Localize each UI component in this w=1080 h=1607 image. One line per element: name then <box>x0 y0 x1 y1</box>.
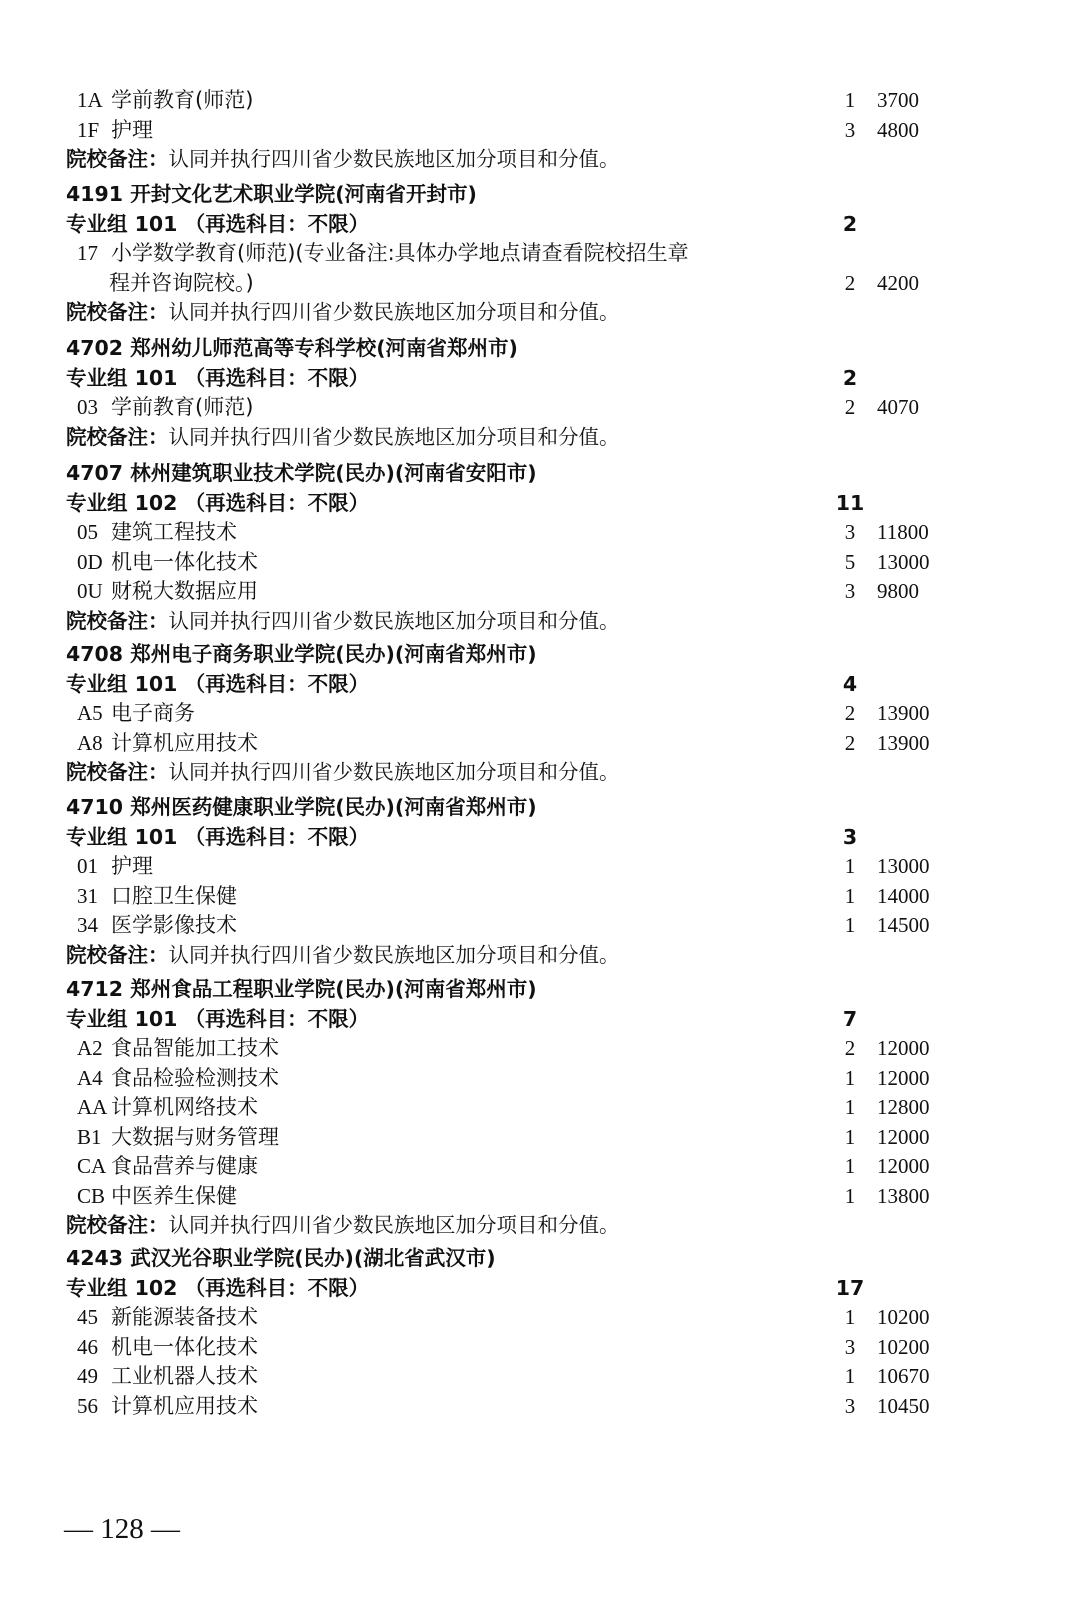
group-row <box>0 364 1080 394</box>
school-note-text: 认同并执行四川省少数民族地区加分项目和分值。 <box>168 147 620 171</box>
major-code: AA <box>77 1095 108 1119</box>
major-tuition: 13800 <box>877 1183 930 1208</box>
major-name: 新能源装备技术 <box>111 1305 258 1329</box>
school-note <box>66 1211 620 1240</box>
school-note-text: 认同并执行四川省少数民族地区加分项目和分值。 <box>168 608 620 633</box>
major-plan-count: 3 <box>844 579 856 603</box>
major-code: 31 <box>77 883 98 908</box>
major-tuition: 13900 <box>877 701 930 725</box>
group-title: 专业组 101 （再选科目：不限） <box>66 824 370 849</box>
major-code: 46 <box>77 1334 98 1359</box>
major-name: 学前教育(师范) <box>111 88 254 112</box>
major-name: 护理 <box>111 117 153 142</box>
group-row <box>0 823 1080 853</box>
major-row <box>0 1123 1080 1153</box>
major-name-continued: 程并咨询院校。) <box>109 270 254 295</box>
major-row <box>0 911 1080 941</box>
major-plan-count: 1 <box>844 883 856 908</box>
school-note <box>66 298 620 327</box>
major-plan-count: 1 <box>844 1124 856 1149</box>
major-plan-count: 2 <box>844 701 856 725</box>
major-plan-count: 1 <box>844 913 856 937</box>
major-tuition: 3700 <box>877 88 919 112</box>
group-row <box>0 489 1080 519</box>
major-plan-count: 1 <box>844 1065 856 1090</box>
major-code: 01 <box>77 854 98 878</box>
school-note-label: 院校备注： <box>66 300 169 324</box>
major-tuition: 4200 <box>877 270 919 295</box>
major-name: 食品营养与健康 <box>111 1154 258 1178</box>
school-title-row <box>0 793 1080 823</box>
major-code: 49 <box>77 1364 98 1388</box>
major-tuition: 10200 <box>877 1334 930 1359</box>
major-plan-count: 1 <box>844 1154 856 1178</box>
school-note-text: 认同并执行四川省少数民族地区加分项目和分值。 <box>168 942 620 967</box>
group-row <box>0 1005 1080 1035</box>
school-note-text: 认同并执行四川省少数民族地区加分项目和分值。 <box>168 760 620 784</box>
major-tuition: 12000 <box>877 1065 930 1090</box>
school-note <box>66 423 620 452</box>
group-title: 专业组 101 （再选科目：不限） <box>66 671 370 696</box>
group-row <box>0 1274 1080 1304</box>
group-plan-count: 4 <box>842 671 858 696</box>
major-tuition: 12800 <box>877 1095 930 1119</box>
school-note-row <box>0 423 1080 453</box>
major-code: 0D <box>77 549 103 574</box>
major-name: 食品智能加工技术 <box>111 1036 279 1060</box>
major-tuition: 14000 <box>877 883 930 908</box>
major-plan-count: 3 <box>844 117 856 142</box>
page-number: — 128 — <box>64 1513 180 1545</box>
major-row <box>0 1333 1080 1363</box>
major-row <box>0 393 1080 423</box>
school-title-row <box>0 180 1080 210</box>
school-note-row <box>0 145 1080 175</box>
major-tuition: 13000 <box>877 549 930 574</box>
major-code: 1F <box>77 117 100 142</box>
major-name: 计算机应用技术 <box>111 1393 258 1418</box>
school-note-text: 认同并执行四川省少数民族地区加分项目和分值。 <box>168 1213 620 1237</box>
school-note <box>66 758 620 787</box>
major-plan-count: 2 <box>844 270 856 295</box>
major-plan-count: 2 <box>844 395 856 419</box>
school-title-row <box>0 459 1080 489</box>
major-name: 机电一体化技术 <box>111 549 258 574</box>
group-plan-count: 7 <box>842 1006 858 1031</box>
major-tuition: 12000 <box>877 1124 930 1149</box>
school-note-row <box>0 941 1080 971</box>
major-plan-count: 2 <box>844 1036 856 1060</box>
major-name: 计算机应用技术 <box>111 730 258 755</box>
school-title: 4710 郑州医药健康职业学院(民办)(河南省郑州市) <box>66 795 537 819</box>
school-title-row <box>0 334 1080 364</box>
school-note-row <box>0 607 1080 637</box>
major-plan-count: 5 <box>844 549 856 574</box>
major-row <box>0 239 1080 269</box>
school-title: 4707 林州建筑职业技术学院(民办)(河南省安阳市) <box>66 461 537 485</box>
group-plan-count: 2 <box>842 365 858 390</box>
major-name: 工业机器人技术 <box>111 1364 258 1388</box>
school-title: 4712 郑州食品工程职业学院(民办)(河南省郑州市) <box>66 977 537 1001</box>
major-code: B1 <box>77 1124 102 1149</box>
carry-over-block <box>0 86 1080 175</box>
school-note-text: 认同并执行四川省少数民族地区加分项目和分值。 <box>168 300 620 324</box>
school-block <box>0 975 1080 1241</box>
major-code: 56 <box>77 1393 98 1418</box>
school-title-row <box>0 640 1080 670</box>
school-block <box>0 334 1080 452</box>
major-row <box>0 518 1080 548</box>
group-plan-count: 17 <box>835 1275 865 1300</box>
school-block <box>0 640 1080 788</box>
major-row <box>0 548 1080 578</box>
major-row <box>0 1093 1080 1123</box>
group-title: 专业组 102 （再选科目：不限） <box>66 1275 370 1300</box>
major-tuition: 10200 <box>877 1305 930 1329</box>
school-title-row <box>0 1244 1080 1274</box>
school-title: 4243 武汉光谷职业学院(民办)(湖北省武汉市) <box>66 1246 496 1270</box>
school-note-label: 院校备注： <box>66 1213 169 1237</box>
school-note-row <box>0 758 1080 788</box>
major-plan-count: 1 <box>844 1364 856 1388</box>
major-name: 食品检验检测技术 <box>111 1065 279 1090</box>
school-note <box>66 941 620 970</box>
school-note-row <box>0 298 1080 328</box>
major-tuition: 13000 <box>877 854 930 878</box>
school-note-row <box>0 1211 1080 1241</box>
school-note <box>66 607 620 636</box>
major-name: 大数据与财务管理 <box>111 1124 279 1149</box>
group-plan-count: 11 <box>835 490 865 515</box>
major-code: 1A <box>77 88 103 112</box>
major-code: A8 <box>77 730 103 755</box>
major-plan-count: 1 <box>844 1305 856 1329</box>
group-plan-count: 2 <box>842 211 858 236</box>
major-plan-count: 1 <box>844 88 856 112</box>
group-row <box>0 670 1080 700</box>
major-tuition: 13900 <box>877 730 930 755</box>
major-code: 34 <box>77 913 98 937</box>
school-block <box>0 459 1080 636</box>
major-code: A2 <box>77 1036 103 1060</box>
major-plan-count: 1 <box>844 1095 856 1119</box>
group-plan-count: 3 <box>842 824 858 849</box>
major-tuition: 10450 <box>877 1393 930 1418</box>
major-code: 05 <box>77 520 98 544</box>
major-plan-count: 3 <box>844 1334 856 1359</box>
major-code: A4 <box>77 1065 103 1090</box>
group-title: 专业组 101 （再选科目：不限） <box>66 1006 370 1031</box>
major-row <box>0 1034 1080 1064</box>
major-tuition: 12000 <box>877 1154 930 1178</box>
major-plan-count: 1 <box>844 854 856 878</box>
school-title: 4708 郑州电子商务职业学院(民办)(河南省郑州市) <box>66 642 537 666</box>
major-row <box>0 1362 1080 1392</box>
school-note-label: 院校备注： <box>66 424 169 449</box>
major-name: 小学数学教育(师范)(专业备注:具体办学地点请查看院校招生章 <box>111 241 689 265</box>
major-name: 计算机网络技术 <box>111 1095 258 1119</box>
major-name: 电子商务 <box>111 701 195 725</box>
school-block <box>0 793 1080 970</box>
major-code: CB <box>77 1183 106 1208</box>
major-tuition: 12000 <box>877 1036 930 1060</box>
major-name: 建筑工程技术 <box>111 520 237 544</box>
major-code: 03 <box>77 395 98 419</box>
major-row <box>0 86 1080 116</box>
major-row <box>0 852 1080 882</box>
major-row <box>0 1064 1080 1094</box>
school-note-label: 院校备注： <box>66 760 169 784</box>
school-title: 4702 郑州幼儿师范高等专科学校(河南省郑州市) <box>66 336 518 360</box>
group-title: 专业组 102 （再选科目：不限） <box>66 490 370 515</box>
major-plan-count: 3 <box>844 520 856 544</box>
major-row <box>0 1303 1080 1333</box>
major-plan-count: 1 <box>844 1183 856 1208</box>
group-title: 专业组 101 （再选科目：不限） <box>66 365 370 390</box>
major-name: 口腔卫生保健 <box>111 883 237 908</box>
group-row <box>0 210 1080 240</box>
school-note-label: 院校备注： <box>66 608 169 633</box>
major-code: 45 <box>77 1305 98 1329</box>
school-note-label: 院校备注： <box>66 147 169 171</box>
major-plan-count: 3 <box>844 1393 856 1418</box>
major-code: CA <box>77 1154 107 1178</box>
major-name: 医学影像技术 <box>111 913 237 937</box>
major-tuition: 14500 <box>877 913 930 937</box>
major-row <box>0 882 1080 912</box>
major-row <box>0 1152 1080 1182</box>
school-note <box>66 145 620 174</box>
major-name: 机电一体化技术 <box>111 1334 258 1359</box>
school-title: 4191 开封文化艺术职业学院(河南省开封市) <box>66 182 477 206</box>
major-tuition: 4070 <box>877 395 919 419</box>
major-row <box>0 699 1080 729</box>
major-code: A5 <box>77 701 103 725</box>
major-row <box>0 577 1080 607</box>
major-code: 17 <box>77 241 98 265</box>
major-tuition: 11800 <box>877 520 929 544</box>
major-name: 学前教育(师范) <box>111 395 254 419</box>
major-name: 护理 <box>111 854 153 878</box>
school-note-text: 认同并执行四川省少数民族地区加分项目和分值。 <box>168 424 620 449</box>
school-block <box>0 180 1080 328</box>
major-code: 0U <box>77 579 103 603</box>
major-name: 财税大数据应用 <box>111 579 258 603</box>
major-row <box>0 729 1080 759</box>
major-tuition: 10670 <box>877 1364 930 1388</box>
major-name: 中医养生保健 <box>111 1183 237 1208</box>
major-row <box>0 1182 1080 1212</box>
major-row <box>0 1392 1080 1422</box>
school-block <box>0 1244 1080 1421</box>
school-note-label: 院校备注： <box>66 942 169 967</box>
school-title-row <box>0 975 1080 1005</box>
major-row-continued <box>0 269 1080 299</box>
group-title: 专业组 101 （再选科目：不限） <box>66 211 370 236</box>
major-plan-count: 2 <box>844 730 856 755</box>
major-row <box>0 116 1080 146</box>
major-tuition: 9800 <box>877 579 919 603</box>
major-tuition: 4800 <box>877 117 919 142</box>
